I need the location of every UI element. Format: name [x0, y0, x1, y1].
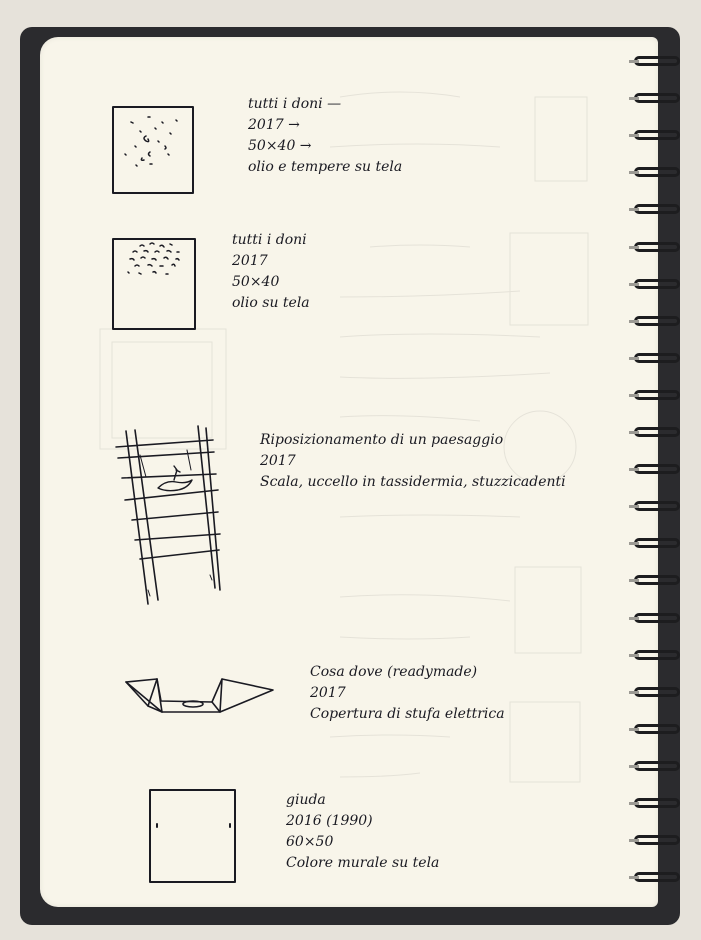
binding-ring: [634, 204, 680, 214]
entry-3-year: 2017: [260, 453, 296, 469]
binding-ring: [634, 390, 680, 400]
binding-ring: [634, 872, 680, 882]
entry-1-size: 50×40 →: [248, 138, 312, 154]
entry-5-size: 60×50: [286, 834, 334, 850]
binding-ring: [634, 56, 680, 66]
entry-5-medium: Colore murale su tela: [286, 855, 440, 871]
binding-ring: [634, 93, 680, 103]
entry-3-title: Riposizionamento di un paesaggio: [260, 432, 504, 448]
entry-2-size: 50×40: [232, 274, 280, 290]
binding-ring: [634, 427, 680, 437]
canvas-sketch-1: [113, 107, 193, 193]
binding-ring: [634, 538, 680, 548]
binding-ring: [634, 575, 680, 585]
entry-2-note: [232, 230, 310, 314]
entry-5-title: giuda: [286, 792, 326, 808]
ladder-sketch: [116, 426, 220, 604]
binding-ring: [634, 724, 680, 734]
entry-1-title: tutti i doni —: [248, 96, 342, 112]
binding-ring: [634, 687, 680, 697]
entry-2-title: tutti i doni: [232, 232, 307, 248]
entry-1-medium: olio e tempere su tela: [248, 159, 403, 175]
binding-ring: [634, 242, 680, 252]
binding-ring: [634, 279, 680, 289]
entry-4-note: [310, 662, 505, 725]
binding-ring: [634, 613, 680, 623]
entry-1-year: 2017 →: [248, 117, 300, 133]
binding-ring: [634, 167, 680, 177]
binding-ring: [634, 316, 680, 326]
entry-5-note: [286, 790, 439, 874]
binding-ring: [634, 501, 680, 511]
entry-2-year: 2017: [232, 253, 268, 269]
binding-ring: [634, 130, 680, 140]
canvas-sketch-5: [150, 790, 235, 882]
binding-ring: [634, 464, 680, 474]
binding-ring: [634, 650, 680, 660]
canvas-sketch-2: [113, 239, 195, 329]
entry-4-medium: Copertura di stufa elettrica: [310, 706, 505, 722]
binding-ring: [634, 353, 680, 363]
entry-4-year: 2017: [310, 685, 346, 701]
entry-3-medium: Scala, uccello in tassidermia, stuzzicadenti: [260, 474, 566, 490]
binding-ring: [634, 798, 680, 808]
entry-2-medium: olio su tela: [232, 295, 310, 311]
entry-3-note: [260, 430, 566, 493]
entry-4-title: Cosa dove (readymade): [310, 664, 478, 680]
binding-ring: [634, 835, 680, 845]
binding-ring: [634, 761, 680, 771]
entry-1-note: [248, 94, 402, 178]
entry-5-year: 2016 (1990): [286, 813, 373, 829]
stove-cover-sketch: [126, 679, 273, 712]
